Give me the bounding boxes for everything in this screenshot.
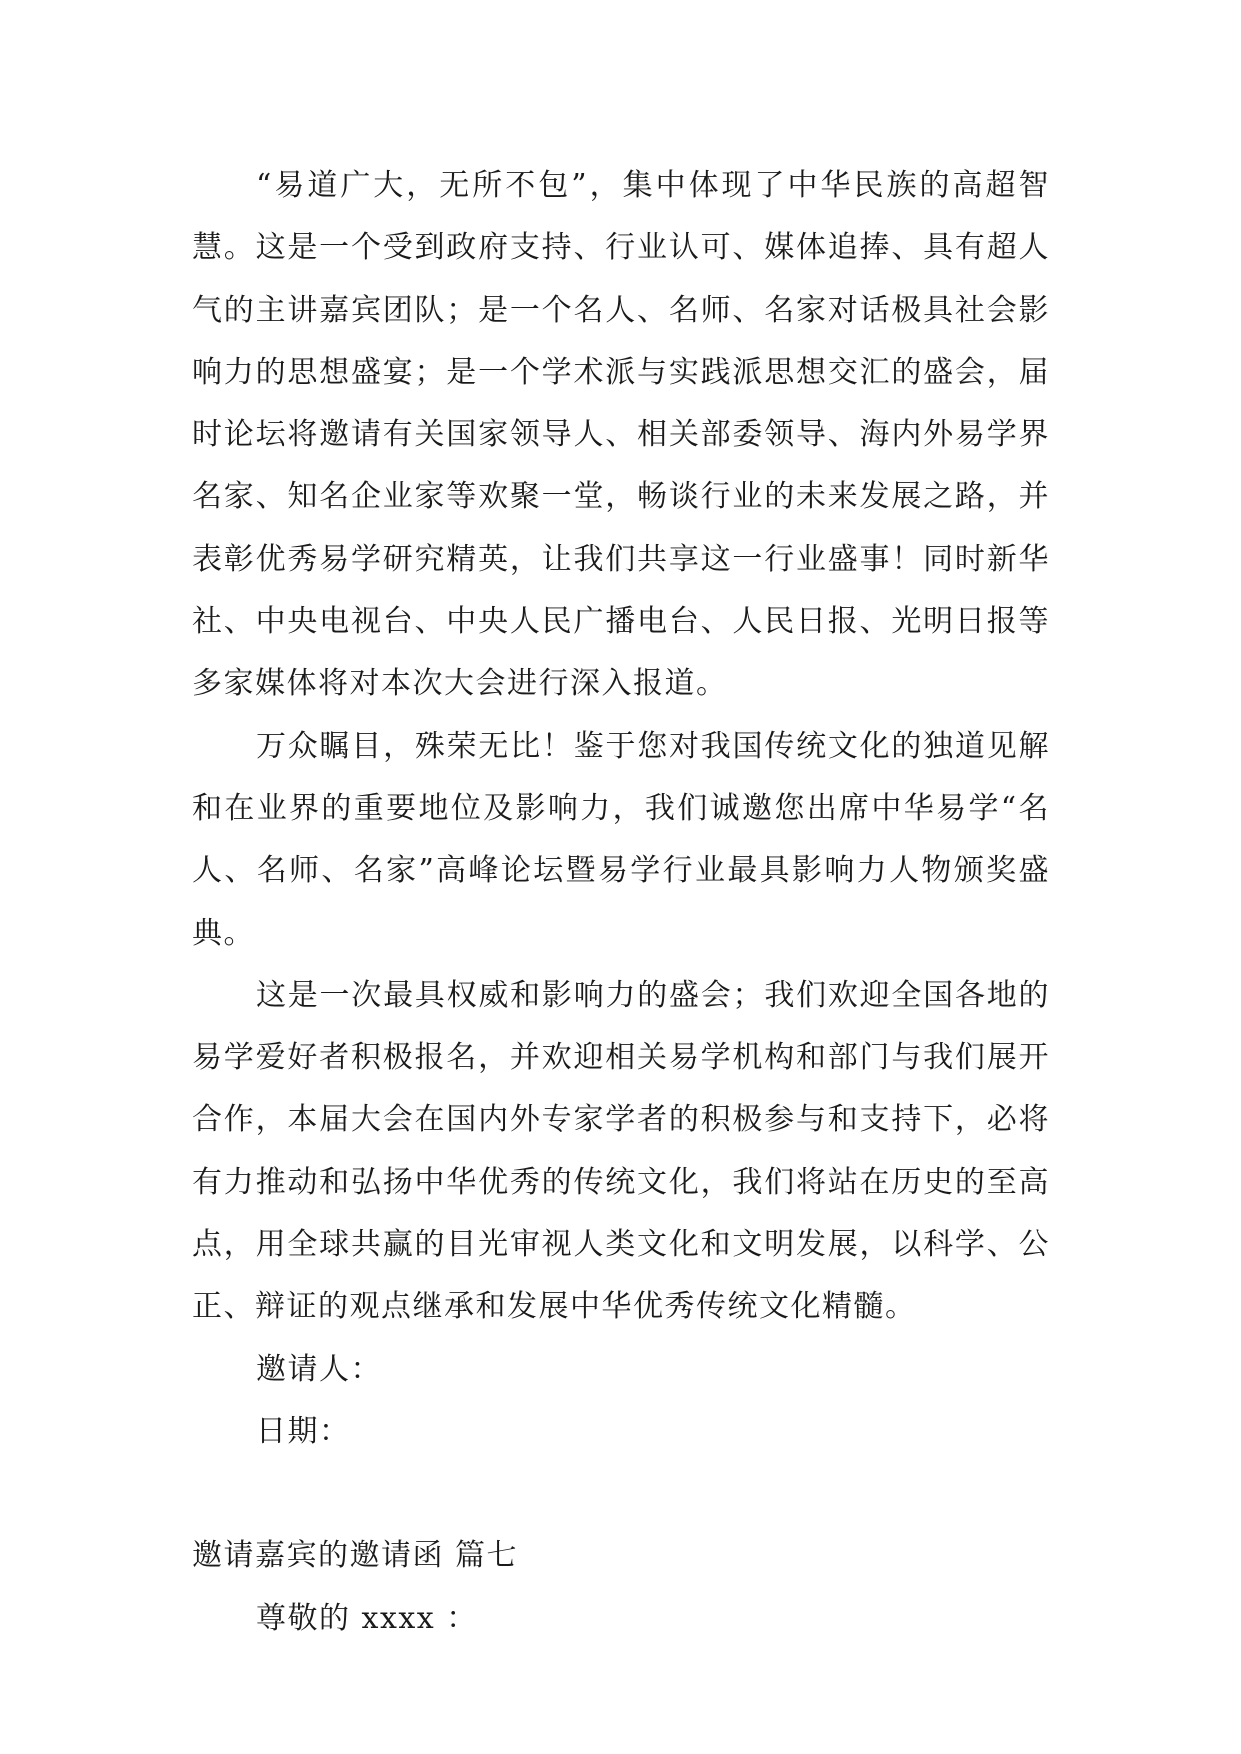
salutation: 尊敬的 xxxx ： <box>256 1600 478 1636</box>
paragraph-forum-introduction: “易道广大，无所不包”，集中体现了中华民族的高超智慧。这是一个受到政府支持、行业认可、媒体追捧、具有超人气的主讲嘉宾团队；是一个名人、名师、名家对话极具社会影响力的思想盛宴；是一个学术派与实践派思想交汇的盛会，届时论坛将邀请有关国家领导人、相关部委领导、海内外易学界名家、知名企业家等欢聚一堂，畅谈行业的未来发展之路，并表彰优秀易学研究精英，让我们共享这一行业盛事！同时新华社、中央电视台、中央人民广播电台、人民日报、光明日报等多家媒体将对本次大会进行深入报道。 <box>192 168 1050 702</box>
date-label: 日期： <box>256 1413 351 1449</box>
document-body <box>192 155 1050 1650</box>
section-heading: 邀请嘉宾的邀请函 篇七 <box>192 1538 519 1574</box>
inviter-label: 邀请人： <box>256 1351 382 1387</box>
section-gap <box>192 1463 1050 1525</box>
paragraph-invitation: 万众瞩目，殊荣无比！鉴于您对我国传统文化的独道见解和在业界的重要地位及影响力，我们诚邀您出席中华易学“名人、名师、名家”高峰论坛暨易学行业最具影响力人物颁奖盛典。 <box>192 728 1050 951</box>
paragraph-event-significance: 这是一次最具权威和影响力的盛会；我们欢迎全国各地的易学爱好者积极报名，并欢迎相关易学机构和部门与我们展开合作，本届大会在国内外专家学者的积极参与和支持下，必将有力推动和弘扬中华优秀的传统文化，我们将站在历史的至高点，用全球共赢的目光审视人类文化和文明发展，以科学、公正、辩证的观点继承和发展中华优秀传统文化精髓。 <box>192 977 1050 1325</box>
